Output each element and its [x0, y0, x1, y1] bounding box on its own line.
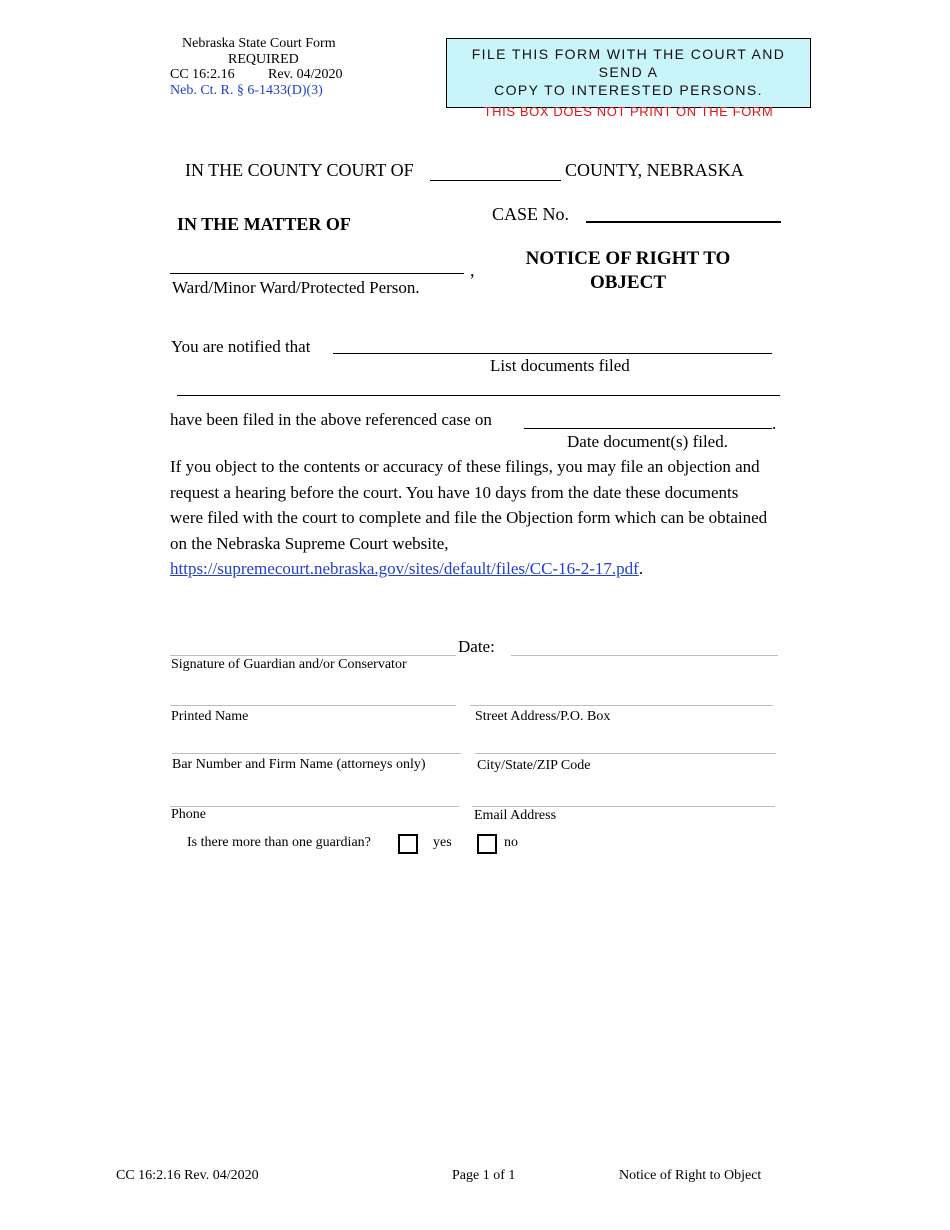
- phone-line[interactable]: [170, 806, 459, 807]
- notice-line-1: FILE THIS FORM WITH THE COURT AND SEND A: [471, 46, 786, 80]
- matter-of-label: IN THE MATTER OF: [177, 214, 351, 234]
- bar-number-line[interactable]: [172, 753, 461, 754]
- yes-checkbox[interactable]: [398, 834, 418, 854]
- caption-comma: ,: [470, 260, 475, 280]
- date-filed-blank[interactable]: [524, 428, 772, 429]
- filed-on-text: have been filed in the above referenced case on: [170, 410, 492, 429]
- form-title-line-2: OBJECT: [589, 272, 667, 293]
- city-state-zip-label: City/State/ZIP Code: [477, 758, 591, 773]
- form-title-line-1: NOTICE OF RIGHT TO: [525, 248, 731, 269]
- notified-text: You are notified that: [171, 337, 311, 356]
- case-no-label: CASE No.: [492, 204, 570, 224]
- street-address-line[interactable]: [470, 705, 773, 706]
- signature-label: Signature of Guardian and/or Conservator: [171, 657, 407, 672]
- date-label: Date:: [458, 637, 495, 656]
- required-label: REQUIRED: [228, 52, 299, 67]
- no-checkbox[interactable]: [477, 834, 497, 854]
- date-filed-label: Date document(s) filed.: [567, 432, 728, 451]
- ward-name-blank[interactable]: [170, 273, 464, 274]
- bar-number-label: Bar Number and Firm Name (attorneys only): [172, 757, 426, 772]
- email-line[interactable]: [472, 806, 775, 807]
- court-suffix: COUNTY, NEBRASKA: [565, 160, 744, 180]
- footer-form-code: CC 16:2.16 Rev. 04/2020: [116, 1168, 259, 1183]
- documents-blank-2[interactable]: [177, 395, 780, 396]
- more-than-one-guardian-question: Is there more than one guardian?: [187, 835, 371, 850]
- no-label: no: [504, 835, 518, 850]
- no-print-notice: THIS BOX DOES NOT PRINT ON THE FORM: [483, 104, 774, 119]
- phone-label: Phone: [171, 807, 206, 822]
- notice-line-2: COPY TO INTERESTED PERSONS.: [494, 82, 763, 98]
- objection-form-link[interactable]: https://supremecourt.nebraska.gov/sites/default/files/CC-16-2-17.pdf: [170, 559, 639, 579]
- paragraph-period: .: [638, 559, 644, 579]
- form-org: Nebraska State Court Form: [182, 36, 336, 51]
- form-revision: Rev. 04/2020: [268, 67, 343, 82]
- email-label: Email Address: [474, 808, 557, 823]
- footer-form-title: Notice of Right to Object: [619, 1168, 762, 1183]
- yes-label: yes: [433, 835, 452, 850]
- paragraph-text: If you object to the contents or accuracy of these filings, you may file an objection and request a hearing before the court. You have 10 days from the date these documents were filed with the court to complete and file the Objection form which can be obtained on the Nebraska Supreme Court website,: [170, 457, 768, 553]
- city-state-zip-line[interactable]: [475, 753, 776, 754]
- list-documents-label: List documents filed: [490, 356, 630, 375]
- footer-page-number: Page 1 of 1: [452, 1168, 516, 1183]
- street-address-label: Street Address/P.O. Box: [475, 709, 611, 724]
- case-number-blank[interactable]: [586, 221, 781, 223]
- court-prefix: IN THE COUNTY COURT OF: [185, 160, 414, 180]
- filing-notice-box: [446, 38, 811, 119]
- signature-line[interactable]: [170, 655, 456, 656]
- printed-name-label: Printed Name: [171, 709, 249, 724]
- ward-label: Ward/Minor Ward/Protected Person.: [172, 278, 420, 297]
- form-code: CC 16:2.16: [170, 67, 235, 82]
- printed-name-line[interactable]: [170, 705, 456, 706]
- rule-reference: Neb. Ct. R. § 6-1433(D)(3): [170, 83, 323, 98]
- documents-blank-1[interactable]: [333, 353, 772, 354]
- filed-on-period: .: [772, 414, 777, 433]
- date-line[interactable]: [511, 655, 778, 656]
- county-blank[interactable]: [430, 180, 561, 181]
- objection-paragraph: [170, 454, 770, 582]
